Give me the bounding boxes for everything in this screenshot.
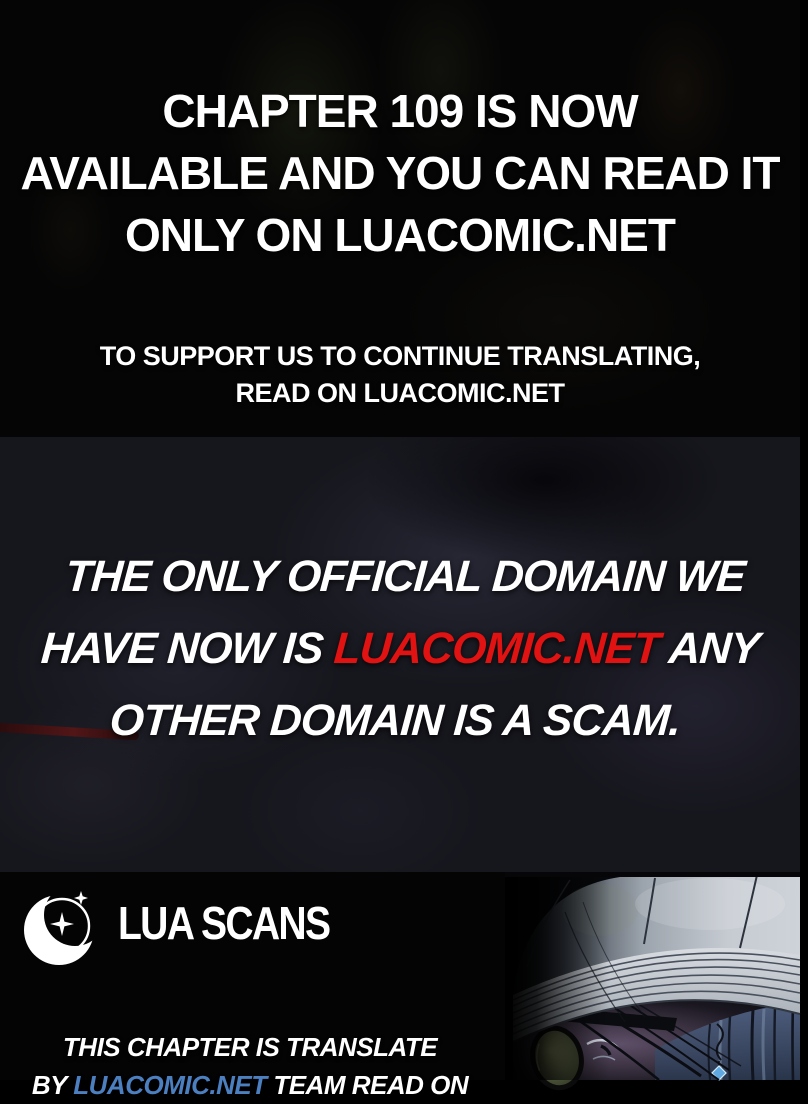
warning-line-2-prefix: HAVE NOW IS (39, 624, 336, 673)
support-line-1: TO SUPPORT US TO CONTINUE TRANSLATING, (99, 341, 701, 371)
credit-line-2-prefix: BY (31, 1070, 74, 1100)
chapter-announcement (0, 80, 800, 266)
credit-note (10, 1028, 490, 1104)
credit-line-2 (10, 1066, 490, 1104)
section-domain-warning (0, 437, 800, 872)
section-footer (0, 872, 800, 1100)
warning-line-3: OTHER DOMAIN IS A SCAM. (108, 696, 682, 745)
credit-line-1: THIS CHAPTER IS TRANSLATE (62, 1032, 438, 1062)
warning-line-2-suffix: ANY (657, 624, 761, 673)
support-line-2: READ ON LUACOMIC.NET (235, 378, 565, 408)
domain-warning-text (0, 541, 808, 757)
warning-line-2 (0, 613, 803, 685)
support-note (0, 338, 800, 412)
announcement-line-2: AVAILABLE AND YOU CAN READ IT (20, 147, 780, 199)
brand-name: LUA SCANS (118, 897, 330, 949)
credit-domain-text: LUACOMIC.NET (73, 1070, 267, 1100)
section-top-announcement (0, 0, 800, 437)
brand-footer (14, 880, 367, 966)
announcement-line-3: ONLY ON LUACOMIC.NET (125, 209, 675, 261)
credit-line-2-suffix: TEAM READ ON (266, 1070, 469, 1100)
official-domain-text: LUACOMIC.NET (332, 624, 662, 673)
crescent-moon-logo-icon (14, 880, 100, 966)
warning-line-1: THE ONLY OFFICIAL DOMAIN WE (63, 552, 747, 601)
character-illustration (505, 872, 800, 1080)
announcement-line-1: CHAPTER 109 IS NOW (162, 85, 638, 137)
